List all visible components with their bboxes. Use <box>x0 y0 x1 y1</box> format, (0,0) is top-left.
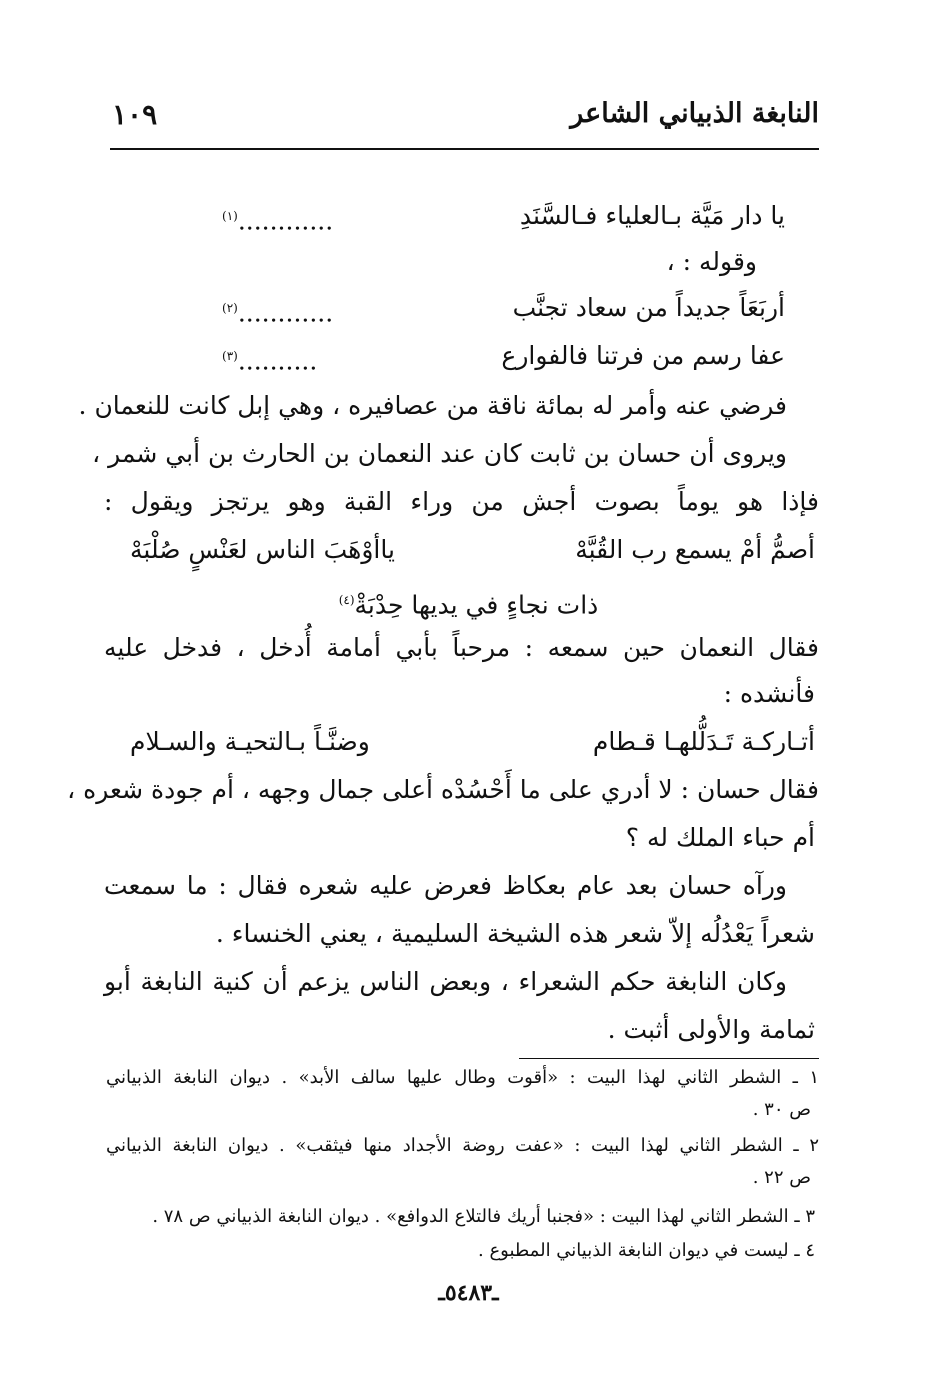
footnote-ref-2: (٢) <box>222 301 238 315</box>
rajaz-line-1b: ياأوْهَبَ الناس لعَنْسٍ صُلْبَهْ <box>130 535 395 564</box>
folio-number: ـ٥٤٨٣ـ <box>438 1280 499 1306</box>
verse-1-ellipsis: ............$^{(١)}$ <box>222 206 334 236</box>
running-title: النابغة الذبياني الشاعر <box>570 98 819 129</box>
header-rule <box>110 148 819 150</box>
footnote-2-line-2: ص ٢٢ . <box>752 1167 811 1188</box>
verse-3-hemistich: عفا رسم من فرتنا فالفوارع <box>501 341 785 370</box>
rajaz-line-1a: أصمُّ أمْ يسمع رب القُبَّهْ <box>575 535 815 564</box>
paragraph-5-line-2: شعراً يَعْدُلُه إلاّ شعر هذه الشيخة السليمية ، يعني الخنساء . <box>215 919 815 948</box>
paragraph-4-line-2: أم حباء الملك له ؟ <box>625 823 815 852</box>
verse-3-ellipsis: ..........$^{(٣)}$ <box>222 346 318 376</box>
paragraph-6-line-1: وكان النابغة حكم الشعراء ، وبعض الناس يزعم أن كنية النابغة أبو <box>104 967 787 996</box>
paragraph-6-line-2: ثمامة والأولى أثبت . <box>607 1015 815 1044</box>
running-header <box>112 98 819 146</box>
footnote-2-line-1: ٢ ـ الشطر الثاني لهذا البيت : «عفت روضة الأجداد منها فيثقب» . ديوان النابغة الذبياني <box>106 1135 819 1156</box>
verse-2-ellipsis: ............$^{(٢)}$ <box>222 298 334 328</box>
verse-2-hemistich: أربَعَاً جديداً من سعاد تجنَّب <box>512 293 785 322</box>
footnote-rule <box>519 1058 819 1059</box>
footnote-ref-3: (٣) <box>222 349 238 363</box>
paragraph-3-line-1: فقال النعمان حين سمعه : مرحباً بأبي أمامة أُدخل ، فدخل عليه <box>104 633 819 662</box>
footnote-4: ٤ ـ ليست في ديوان النابغة الذبياني المطبوع . <box>478 1240 815 1261</box>
footnote-3: ٣ ـ الشطر الثاني لهذا البيت : «فجنبا أريك فالتلاع الدوافع» . ديوان النابغة الذبياني ص ٧٨ . <box>152 1206 815 1227</box>
rajaz-line-2: ذات نجاءٍ في يديها حِدْبَةْ$^{(٤)}$ <box>338 590 599 620</box>
verse-4-hemistich-b: وضنَّـاً بـالتحيـة والسـلام <box>130 727 370 756</box>
footnote-1-line-2: ص ٣٠ . <box>752 1099 811 1120</box>
footnote-ref-1: (١) <box>222 209 238 223</box>
verse-1-hemistich: يا دار مَيَّة بـالعلياء فـالسَّنَدِ <box>519 201 785 230</box>
page-number: ١٠٩ <box>112 98 158 131</box>
paragraph-4-line-1: فقال حسان : لا أدري على ما أَحْسُدْه أعلى جمال وجهه ، أم جودة شعره ، <box>67 775 819 804</box>
qawluhu-line: وقوله : ، <box>666 247 757 276</box>
paragraph-2-line-1: ويروى أن حسان بن ثابت كان عند النعمان بن الحارث بن أبي شمر ، <box>92 439 787 468</box>
footnote-ref-4: (٤) <box>338 593 355 607</box>
paragraph-5-line-1: ورآه حسان بعد عام بعكاظ فعرض عليه شعره فقال : ما سمعت <box>104 871 787 900</box>
footnote-1-line-1: ١ ـ الشطر الثاني لهذا البيت : «أقوت وطال عليها سالف الأبد» . ديوان النابغة الذبياني <box>106 1067 819 1088</box>
paragraph-3-line-2: فأنشده : <box>723 679 815 708</box>
paragraph-2-line-2: فإذا هو يوماً بصوت أجش من وراء القبة وهو يرتجز ويقول : <box>104 487 819 516</box>
verse-4-hemistich-a: أتـاركـة تَـدَلُّلهـا قـطام <box>592 727 815 756</box>
paragraph-1-line: فرضي عنه وأمر له بمائة ناقة من عصافيره ، وهي إبل كانت للنعمان . <box>78 391 787 420</box>
